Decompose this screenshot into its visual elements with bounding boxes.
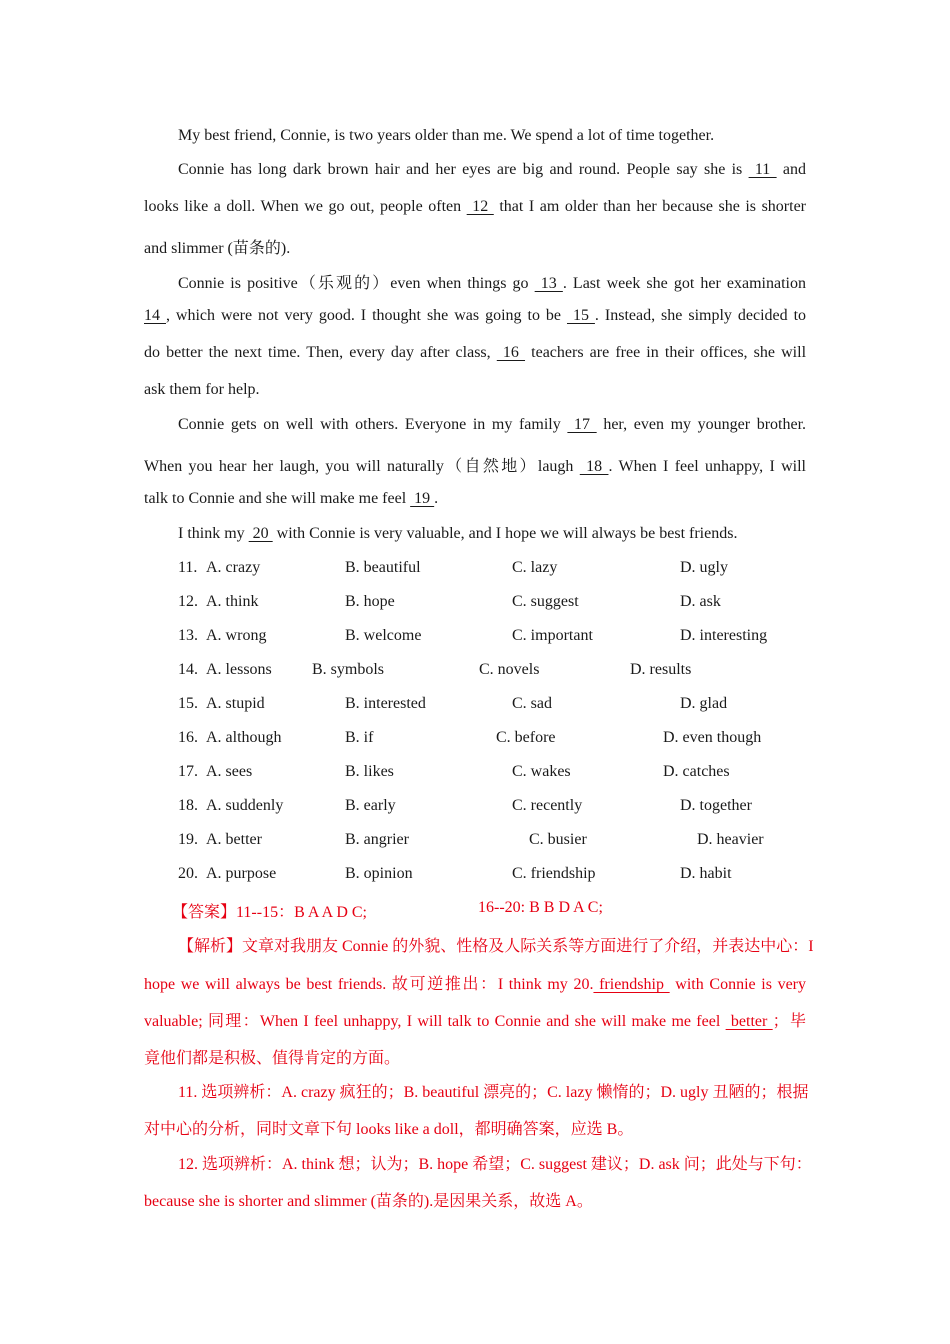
- analysis-text: hope we will always be best friends. 故可逆推出：I think my 20.: [144, 976, 594, 993]
- passage-paragraph-4-line-1: [178, 416, 806, 434]
- analysis-q11-line-2: [144, 1116, 633, 1139]
- passage-text: Connie gets on well with others. Everyone in my family: [178, 416, 561, 433]
- passage-text: My best friend, Connie, is two years older than me. We spend a lot of time together.: [178, 127, 715, 144]
- question-number: 17.: [178, 763, 198, 780]
- passage-text: teachers are free in their offices, she will: [531, 344, 807, 361]
- question-number: 11.: [178, 559, 198, 576]
- option-c: C. important: [512, 627, 593, 644]
- option-b: B. early: [345, 797, 396, 814]
- analysis-line-3: [144, 1008, 806, 1031]
- option-c: C. suggest: [512, 593, 579, 610]
- option-d: D. interesting: [680, 627, 768, 644]
- option-b: B. angrier: [345, 831, 409, 848]
- blank-14: 14: [144, 307, 166, 324]
- analysis-line-2: [144, 971, 806, 994]
- question-number: 20.: [178, 865, 198, 882]
- option-c: C. busier: [529, 831, 587, 848]
- passage-text: Connie is positive（乐观的）even when things go: [178, 275, 529, 292]
- passage-text: When you hear her laugh, you will naturally（自然地）laugh: [144, 458, 574, 475]
- option-d: D. habit: [680, 865, 732, 882]
- option-b: B. hope: [345, 593, 395, 610]
- question-number: 15.: [178, 695, 198, 712]
- option-b: B. if: [345, 729, 374, 746]
- question-number: 13.: [178, 627, 198, 644]
- option-b: B. interested: [345, 695, 426, 712]
- option-a: A. purpose: [206, 865, 277, 882]
- option-d: D. together: [680, 797, 752, 814]
- question-16: [144, 729, 844, 751]
- question-number: 12.: [178, 593, 198, 610]
- option-c: C. sad: [512, 695, 552, 712]
- option-b: B. beautiful: [345, 559, 421, 576]
- question-14: [144, 661, 844, 683]
- analysis-blank-better: better: [725, 1013, 773, 1030]
- analysis-line-1: [178, 933, 814, 956]
- question-11: [144, 559, 844, 581]
- option-b: B. opinion: [345, 865, 413, 882]
- passage-paragraph-3-line-4: [144, 381, 260, 399]
- passage-text: talk to Connie and she will make me feel: [144, 490, 407, 507]
- blank-20: 20: [248, 525, 273, 542]
- passage-text: .: [434, 490, 439, 507]
- analysis-text: 竟他们都是积极、值得肯定的方面。: [144, 1050, 401, 1067]
- passage-text: I think my: [178, 525, 245, 542]
- passage-text: Connie has long dark brown hair and her eyes are big and round. People say she is: [178, 161, 743, 178]
- question-number: 16.: [178, 729, 198, 746]
- option-a: A. lessons: [206, 661, 272, 678]
- option-a: A. wrong: [206, 627, 267, 644]
- analysis-text: 12. 选项辨析：A. think 想；认为；B. hope 希望；C. suggest 建议；D. ask 问；此处与下句：: [178, 1156, 812, 1173]
- question-19: [144, 831, 844, 853]
- question-12: [144, 593, 844, 615]
- option-c: C. recently: [512, 797, 583, 814]
- option-b: B. symbols: [312, 661, 385, 678]
- option-b: B. welcome: [345, 627, 422, 644]
- question-number: 18.: [178, 797, 198, 814]
- option-a: A. suddenly: [206, 797, 284, 814]
- passage-text: do better the next time. Then, every day after class,: [144, 344, 491, 361]
- passage-paragraph-3-line-3: [144, 344, 806, 362]
- answer-key-part-2: 16--20: B B D A C;: [478, 899, 603, 916]
- option-a: A. better: [206, 831, 262, 848]
- passage-text: and slimmer (苗条的).: [144, 240, 291, 257]
- passage-paragraph-4-line-2: [144, 453, 806, 476]
- question-18: [144, 797, 844, 819]
- analysis-text: because she is shorter and slimmer (苗条的).是因果关系，故选 A。: [144, 1193, 593, 1210]
- question-20: [144, 865, 844, 887]
- option-d: D. ask: [680, 593, 721, 610]
- analysis-line-4: [144, 1045, 400, 1068]
- question-17: [144, 763, 844, 785]
- passage-paragraph-2-line-2: [144, 198, 806, 216]
- option-d: D. heavier: [697, 831, 764, 848]
- passage-paragraph-5: [178, 525, 737, 543]
- passage-text: looks like a doll. When we go out, people often: [144, 198, 462, 215]
- question-15: [144, 695, 844, 717]
- question-number: 14.: [178, 661, 198, 678]
- option-d: D. even though: [663, 729, 762, 746]
- passage-paragraph-2-line-1: [178, 161, 806, 179]
- passage-text: and: [782, 161, 807, 178]
- blank-15: 15: [566, 307, 595, 324]
- passage-text: . Last week she got her examination: [562, 275, 806, 292]
- option-c: C. novels: [479, 661, 540, 678]
- answer-key-part-1: 【答案】11--15：B A A D C;: [172, 904, 367, 921]
- option-a: A. stupid: [206, 695, 265, 712]
- option-d: D. results: [630, 661, 692, 678]
- analysis-q12-line-2: [144, 1188, 593, 1211]
- passage-paragraph-3-line-1: [178, 270, 806, 293]
- blank-19: 19: [410, 490, 435, 507]
- passage-paragraph-1: [178, 127, 714, 145]
- option-d: D. ugly: [680, 559, 728, 576]
- analysis-text: 11. 选项辨析：A. crazy 疯狂的；B. beautiful 漂亮的；C. lazy 懒惰的；D. ugly 丑陋的；根据: [178, 1084, 809, 1101]
- analysis-text: with Connie is very: [675, 976, 807, 993]
- option-a: A. sees: [206, 763, 253, 780]
- passage-text: that I am older than her because she is shorter: [499, 198, 807, 215]
- analysis-q11-line-1: [178, 1079, 809, 1102]
- passage-text: . Instead, she simply decided to: [594, 307, 807, 324]
- blank-17: 17: [567, 416, 597, 433]
- option-c: C. friendship: [512, 865, 596, 882]
- option-a: A. think: [206, 593, 259, 610]
- analysis-text: ；毕: [772, 1013, 806, 1030]
- passage-text: . When I feel unhappy, I will: [608, 458, 807, 475]
- passage-text: ask them for help.: [144, 381, 260, 398]
- analysis-text: 对中心的分析，同时文章下句 looks like a doll，都明确答案，应选 B。: [144, 1121, 634, 1138]
- blank-13: 13: [534, 275, 563, 292]
- option-a: A. crazy: [206, 559, 261, 576]
- answer-key: [144, 899, 844, 921]
- blank-18: 18: [579, 458, 609, 475]
- option-a: A. although: [206, 729, 282, 746]
- analysis-text: valuable; 同理：When I feel unhappy, I will talk to Connie and she will make me feel: [144, 1013, 721, 1030]
- blank-12: 12: [466, 198, 494, 215]
- question-number: 19.: [178, 831, 198, 848]
- analysis-q12-line-1: [178, 1151, 812, 1174]
- option-d: D. glad: [680, 695, 728, 712]
- passage-text: , which were not very good. I thought she was going to be: [165, 307, 562, 324]
- analysis-blank-friendship: friendship: [593, 976, 670, 993]
- option-c: C. before: [496, 729, 556, 746]
- option-d: D. catches: [663, 763, 730, 780]
- blank-11: 11: [748, 161, 777, 178]
- question-13: [144, 627, 844, 649]
- passage-text: her, even my younger brother.: [603, 416, 807, 433]
- passage-paragraph-2-line-3: [144, 235, 290, 258]
- passage-paragraph-3-line-2: [144, 307, 806, 325]
- blank-16: 16: [496, 344, 526, 361]
- passage-paragraph-4-line-3: [144, 490, 438, 508]
- option-c: C. lazy: [512, 559, 558, 576]
- passage-text: with Connie is very valuable, and I hope we will always be best friends.: [276, 525, 738, 542]
- option-c: C. wakes: [512, 763, 571, 780]
- option-b: B. likes: [345, 763, 394, 780]
- analysis-text: 【解析】文章对我朋友 Connie 的外貌、性格及人际关系等方面进行了介绍，并表达中心：I: [178, 938, 814, 955]
